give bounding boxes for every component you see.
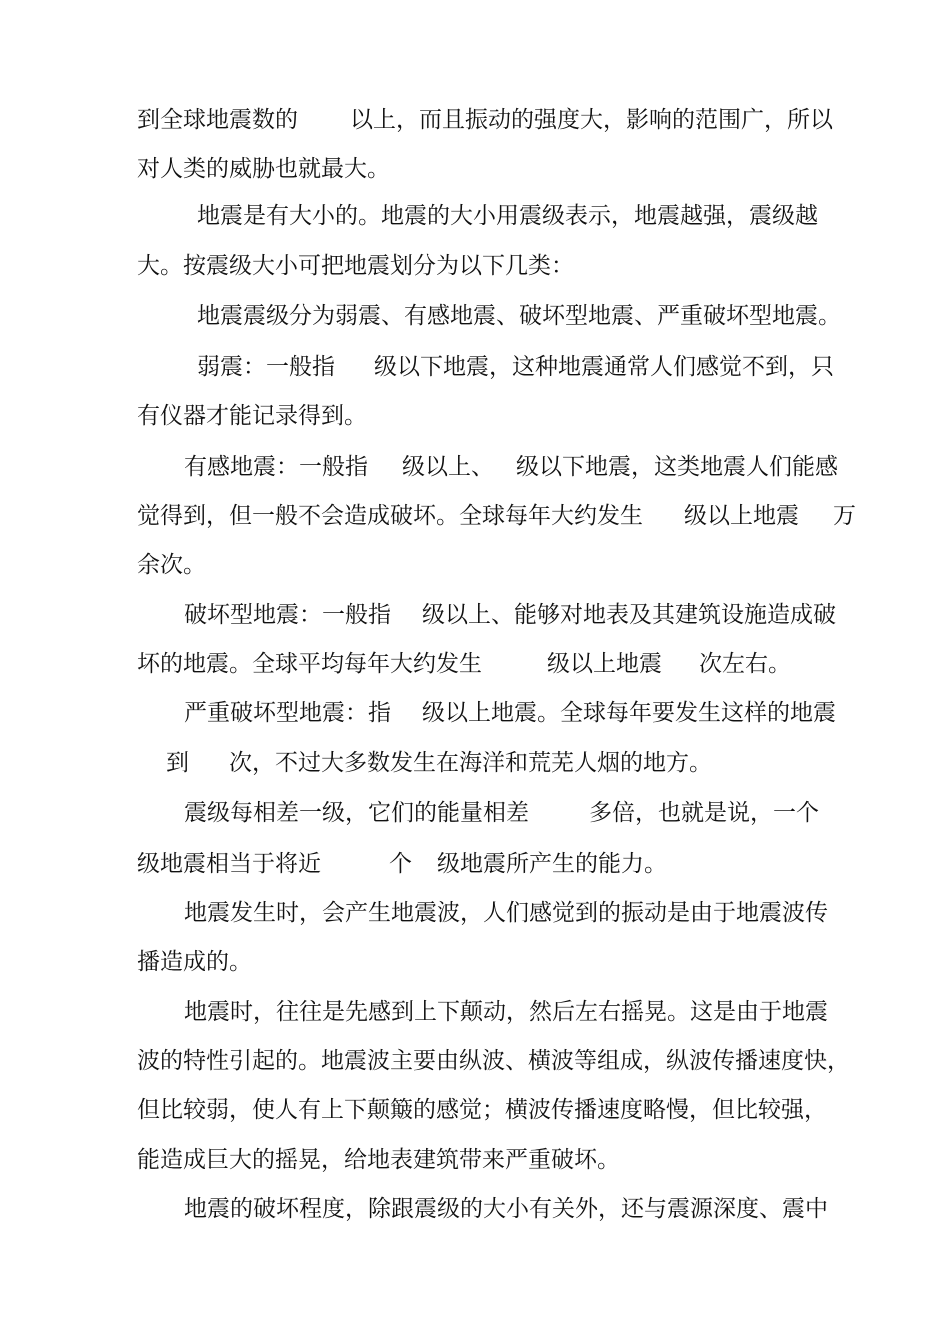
text-line <box>0 300 950 332</box>
text-fragment: 坏的地震。全球平均每年大约发生 <box>137 651 482 677</box>
text-fragment: 余次。 <box>137 552 206 578</box>
text-line <box>0 351 950 383</box>
text-fragment: 级以上、能够对地表及其建筑设施造成破 <box>422 602 836 628</box>
text-line <box>0 897 950 929</box>
text-fragment: 到 <box>166 750 189 776</box>
text-fragment: 个 <box>389 851 412 877</box>
text-line <box>0 848 950 880</box>
text-line <box>0 153 950 185</box>
text-fragment: 级以上地震 <box>684 503 799 529</box>
text-fragment: 到全球地震数的 <box>137 107 298 133</box>
text-line <box>0 451 950 483</box>
text-fragment: 觉得到，但一般不会造成破坏。全球每年大约发生 <box>137 503 643 529</box>
text-fragment: 震级每相差一级，它们的能量相差 <box>184 800 529 826</box>
text-fragment: 弱震：一般指 <box>197 354 335 380</box>
text-line <box>0 797 950 829</box>
text-fragment: 大。按震级大小可把地震划分为以下几类： <box>137 253 574 279</box>
text-fragment: 级以上地震 <box>547 651 662 677</box>
text-fragment: 地震时，往往是先感到上下颠动，然后左右摇晃。这是由于地震 <box>184 999 828 1025</box>
text-fragment: 对人类的威胁也就最大。 <box>137 156 390 182</box>
text-line <box>0 946 950 978</box>
text-line <box>0 400 950 432</box>
text-line <box>0 648 950 680</box>
text-fragment: 地震的破坏程度，除跟震级的大小有关外，还与震源深度、震中 <box>184 1196 828 1222</box>
text-fragment: 有仪器才能记录得到。 <box>137 403 367 429</box>
text-line <box>0 1045 950 1077</box>
text-fragment: 次左右。 <box>699 651 791 677</box>
text-fragment: 地震发生时，会产生地震波，人们感觉到的振动是由于地震波传 <box>184 900 828 926</box>
text-fragment: 多倍，也就是说，一个 <box>589 800 819 826</box>
text-fragment: 次，不过大多数发生在海洋和荒芜人烟的地方。 <box>229 750 712 776</box>
text-fragment: 破坏型地震：一般指 <box>184 602 391 628</box>
text-fragment: 级地震相当于将近 <box>137 851 321 877</box>
text-fragment: 地震震级分为弱震、有感地震、破坏型地震、严重破坏型地震。 <box>197 303 841 329</box>
text-fragment: 能造成巨大的摇晃，给地表建筑带来严重破坏。 <box>137 1147 620 1173</box>
text-fragment: 级以上地震。全球每年要发生这样的地震 <box>422 700 836 726</box>
text-fragment: 级以上、 <box>402 454 494 480</box>
text-fragment: 严重破坏型地震：指 <box>184 700 391 726</box>
text-line <box>0 599 950 631</box>
text-fragment: 级以下地震，这种地震通常人们感觉不到，只 <box>374 354 834 380</box>
text-line <box>0 200 950 232</box>
text-fragment: 万 <box>833 503 856 529</box>
text-line <box>0 1094 950 1126</box>
text-fragment: 级以下地震，这类地震人们能感 <box>516 454 838 480</box>
text-line <box>0 747 950 779</box>
text-line <box>0 1193 950 1225</box>
text-line <box>0 549 950 581</box>
text-fragment: 地震是有大小的。地震的大小用震级表示，地震越强，震级越 <box>197 203 818 229</box>
text-fragment: 但比较弱，使人有上下颠簸的感觉；横波传播速度略慢，但比较强， <box>137 1097 827 1123</box>
text-line <box>0 996 950 1028</box>
text-line <box>0 1144 950 1176</box>
text-fragment: 播造成的。 <box>137 949 252 975</box>
text-line <box>0 500 950 532</box>
text-fragment: 有感地震：一般指 <box>184 454 368 480</box>
text-line <box>0 250 950 282</box>
text-fragment: 以上，而且振动的强度大，影响的范围广，所以 <box>350 107 833 133</box>
text-fragment: 波的特性引起的。地震波主要由纵波、横波等组成，纵波传播速度快， <box>137 1048 850 1074</box>
text-fragment: 级地震所产生的能力。 <box>437 851 667 877</box>
text-line <box>0 104 950 136</box>
text-line <box>0 697 950 729</box>
